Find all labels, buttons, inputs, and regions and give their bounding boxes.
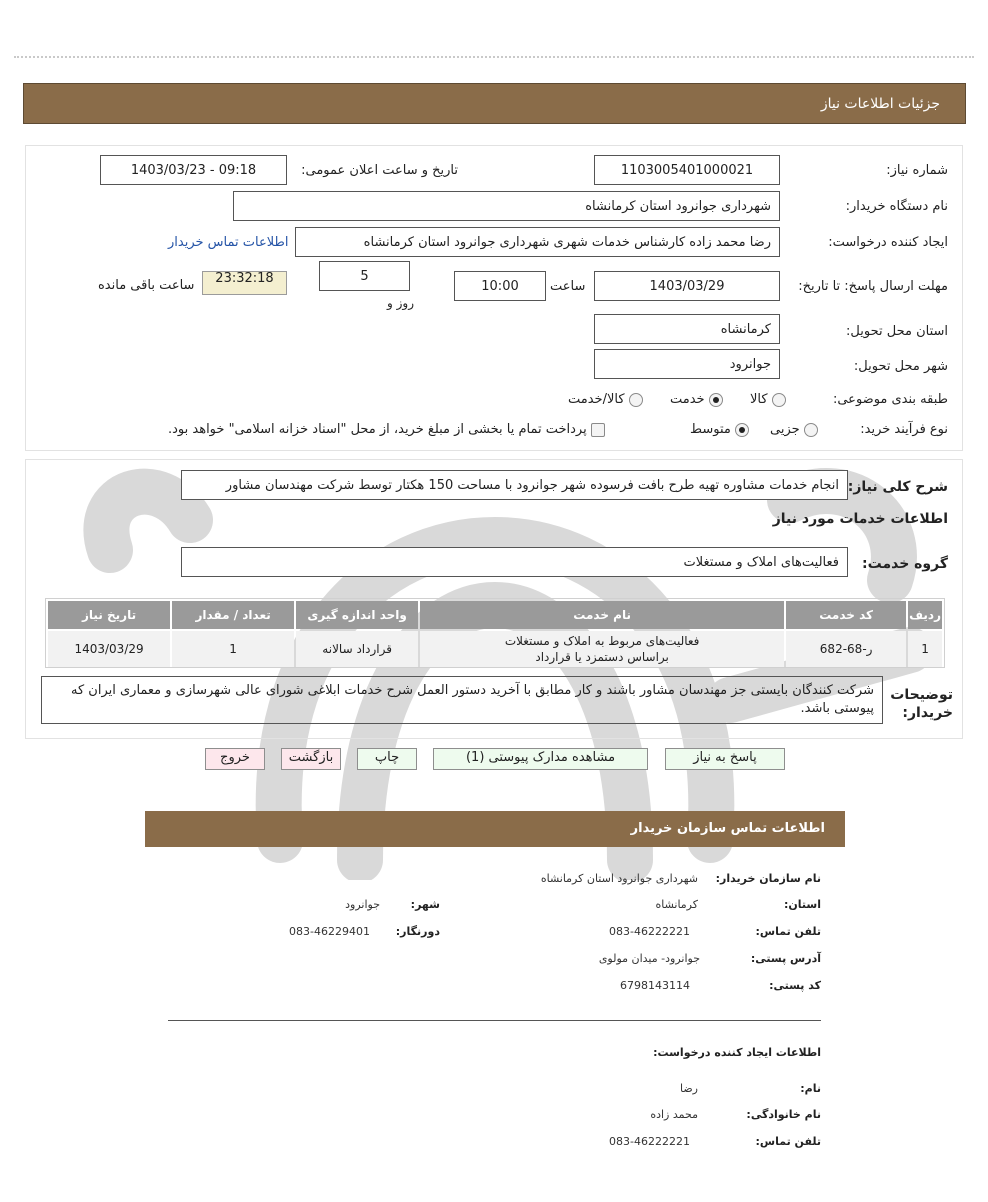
- remaining-time-label: ساعت باقی مانده: [98, 278, 195, 293]
- cell-name-line1: فعالیت‌های مربوط به املاک و مستغلات: [504, 634, 700, 648]
- radio-partial[interactable]: [804, 423, 818, 437]
- contact-divider: [168, 1020, 821, 1021]
- cell-qty: 1: [172, 631, 294, 667]
- table-row: [48, 631, 942, 667]
- creator-phone-label: تلفن تماس:: [755, 1135, 821, 1148]
- creator-family-value: محمد زاده: [650, 1108, 698, 1121]
- buyer-org-field: شهرداری جوانرود استان کرمانشاه: [233, 191, 780, 221]
- cell-row: 1: [908, 631, 942, 667]
- attachments-button[interactable]: مشاهده مدارک پیوستی (1): [433, 748, 648, 770]
- contact-phone-label: تلفن تماس:: [755, 925, 821, 938]
- contact-phone-value: 083-46222221: [609, 925, 690, 938]
- notes-field: شرکت کنندگان بایستی جز مهندسان مشاور باشند و کار مطابق با آخرید دستور العمل شرح خدمات ابلاغی شورای عالی شهرسازی و معماری ایران که پیوستی باشد.: [41, 676, 883, 724]
- contact-postal-value: 6798143114: [620, 979, 690, 992]
- exit-button[interactable]: خروج: [205, 748, 265, 770]
- contact-province-label: استان:: [784, 898, 821, 911]
- notes-label: [890, 686, 953, 722]
- contact-province-value: کرمانشاه: [655, 898, 698, 911]
- process-option-medium[interactable]: [690, 422, 749, 437]
- cell-name: [420, 631, 784, 667]
- process-option-partial[interactable]: [770, 422, 818, 437]
- creator-family-label: نام خانوادگی:: [746, 1108, 821, 1121]
- cell-code: ر-68-682: [786, 631, 906, 667]
- contact-fax-value: 083-46229401: [289, 925, 370, 938]
- province-label: استان محل تحویل:: [846, 324, 948, 339]
- category-label: طبقه بندی موضوعی:: [832, 392, 948, 407]
- deadline-time-field: 10:00: [454, 271, 546, 301]
- payment-checkbox[interactable]: [591, 423, 605, 437]
- col-row: ردیف: [908, 601, 942, 629]
- top-divider: [14, 56, 974, 58]
- page-header: [23, 83, 966, 124]
- services-title: اطلاعات خدمات مورد نیاز: [772, 511, 948, 527]
- reply-button[interactable]: پاسخ به نیاز: [665, 748, 785, 770]
- table-header-row: [48, 601, 942, 629]
- province-field: کرمانشاه: [594, 314, 780, 344]
- category-service-label: خدمت: [670, 392, 705, 407]
- print-button[interactable]: چاپ: [357, 748, 417, 770]
- summary-field: انجام خدمات مشاوره تهیه طرح بافت فرسوده شهر جوانرود با مساحت 150 هکتار توسط شرکت مهندسان مشاور: [181, 470, 848, 500]
- days-label: روز و: [387, 296, 414, 310]
- process-label: نوع فرآیند خرید:: [860, 422, 948, 437]
- announce-label: تاریخ و ساعت اعلان عمومی:: [301, 163, 458, 178]
- city-label: شهر محل تحویل:: [853, 359, 948, 374]
- creator-phone-value: 083-46222221: [609, 1135, 690, 1148]
- deadline-label: مهلت ارسال پاسخ: تا تاریخ:: [798, 279, 948, 294]
- category-option-goods-service[interactable]: [568, 392, 643, 407]
- notes-label-line1: توضیحات: [890, 687, 953, 703]
- contact-city-label: شهر:: [410, 898, 440, 911]
- contact-address-label: آدرس پستی:: [750, 952, 821, 965]
- category-goods-service-label: کالا/خدمت: [568, 392, 625, 407]
- category-goods-label: کالا: [750, 392, 768, 407]
- contact-title: اطلاعات تماس سازمان خریدار: [630, 821, 825, 836]
- buyer-org-label: نام دستگاه خریدار:: [845, 199, 948, 214]
- category-option-service[interactable]: [670, 392, 723, 407]
- process-partial-label: جزیی: [770, 422, 800, 437]
- contact-org-label: نام سازمان خریدار:: [715, 872, 821, 885]
- summary-label: شرح کلی نیاز:: [847, 479, 948, 495]
- category-option-goods[interactable]: [750, 392, 786, 407]
- payment-note-row[interactable]: [168, 422, 605, 437]
- deadline-time-label: ساعت: [550, 279, 586, 294]
- contact-address-value: جوانرود- میدان مولوی: [598, 952, 700, 965]
- process-medium-label: متوسط: [690, 422, 731, 437]
- days-remaining-field: 5: [319, 261, 410, 291]
- need-number-field: 1103005401000021: [594, 155, 780, 185]
- creator-name-label: نام:: [800, 1082, 821, 1095]
- creator-name-value: رضا: [679, 1082, 698, 1095]
- radio-goods[interactable]: [772, 393, 786, 407]
- cell-unit: قرارداد سالانه: [296, 631, 418, 667]
- page-title: جزئیات اطلاعات نیاز: [820, 96, 940, 112]
- cell-date: 1403/03/29: [48, 631, 170, 667]
- contact-city-value: جوانرود: [345, 898, 380, 911]
- radio-goods-service[interactable]: [629, 393, 643, 407]
- col-code: کد خدمت: [786, 601, 906, 629]
- announce-datetime-field: 1403/03/23 - 09:18: [100, 155, 287, 185]
- payment-note: پرداخت تمام یا بخشی از مبلغ خرید، از محل "اسناد خزانه اسلامی" خواهد بود.: [168, 422, 587, 437]
- creator-info-title: اطلاعات ایجاد کننده درخواست:: [653, 1046, 821, 1059]
- services-table: [46, 599, 944, 669]
- col-unit: واحد اندازه گیری: [296, 601, 418, 629]
- radio-service[interactable]: [709, 393, 723, 407]
- back-button[interactable]: بازگشت: [281, 748, 341, 770]
- col-qty: تعداد / مقدار: [172, 601, 294, 629]
- buyer-contact-link[interactable]: اطلاعات تماس خریدار: [168, 235, 289, 250]
- services-table-frame: [45, 598, 945, 668]
- contact-postal-label: کد پستی:: [769, 979, 821, 992]
- cell-name-line2: براساس دستمزد یا قرارداد: [535, 650, 669, 664]
- notes-label-line2: خریدار:: [902, 705, 953, 721]
- contact-org-value: شهرداری جوانرود استان کرمانشاه: [540, 872, 698, 885]
- creator-label: ایجاد کننده درخواست:: [828, 235, 948, 250]
- city-field: جوانرود: [594, 349, 780, 379]
- contact-fax-label: دورنگار:: [395, 925, 440, 938]
- service-group-label: گروه خدمت:: [862, 556, 948, 572]
- need-number-label: شماره نیاز:: [886, 163, 948, 178]
- service-group-field: فعالیت‌های املاک و مستغلات: [181, 547, 848, 577]
- col-name: نام خدمت: [420, 601, 784, 629]
- col-date: تاریخ نیاز: [48, 601, 170, 629]
- contact-header: [145, 811, 845, 847]
- creator-field: رضا محمد زاده کارشناس خدمات شهری شهرداری جوانرود استان کرمانشاه: [295, 227, 780, 257]
- remaining-time-clock: 23:32:18: [202, 271, 287, 295]
- deadline-date-field: 1403/03/29: [594, 271, 780, 301]
- radio-medium[interactable]: [735, 423, 749, 437]
